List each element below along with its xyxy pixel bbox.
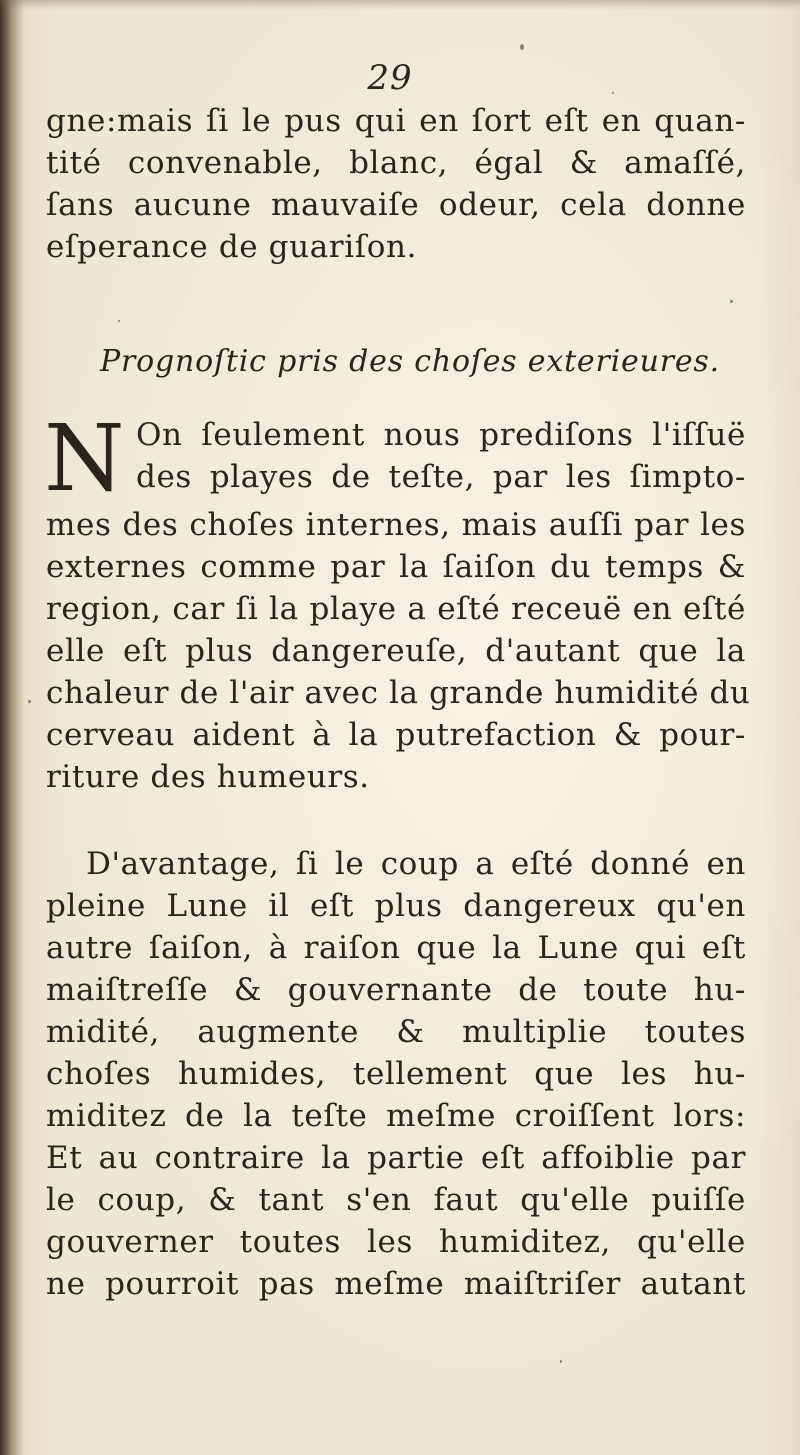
text-line: tité convenable, blanc, égal & amaſſé, <box>46 145 746 181</box>
text-line: externes comme par la ſaiſon du temps & <box>46 549 746 585</box>
text-line: le coup, & tant s'en faut qu'elle puiſſe <box>46 1182 746 1218</box>
section-heading: Prognoſtic pris des choſes exterieures. <box>100 344 720 379</box>
text-line: pleine Lune il eſt plus dangereux qu'en <box>46 888 746 924</box>
text-line: riture des humeurs. <box>46 759 370 795</box>
text-line: ſans aucune mauvaiſe odeur, cela donne <box>46 187 746 223</box>
page-edge-shadow <box>0 0 800 10</box>
text-line: midité, augmente & multiplie toutes <box>46 1014 746 1050</box>
paragraph-1 <box>46 100 746 268</box>
text-line: maiſtreſſe & gouvernante de toute hu- <box>46 972 746 1008</box>
paragraph-2 <box>46 504 751 798</box>
drop-cap: N <box>44 405 125 512</box>
text-line: gouverner toutes les humiditez, qu'elle <box>46 1224 746 1260</box>
text-line: miditez de la teſte meſme croiſſent lors: <box>46 1098 746 1134</box>
text-line: des playes de teſte, par les ſimpto- <box>136 459 746 495</box>
text-line: choſes humides, tellement que les hu- <box>46 1056 746 1092</box>
paragraph-3 <box>46 843 746 1305</box>
text-line: cerveau aident à la putrefaction & pour- <box>46 717 746 753</box>
text-line: elle eſt plus dangereuſe, d'autant que la <box>46 633 746 669</box>
text-line: D'avantage, ſi le coup a eſté donné en <box>86 846 746 882</box>
text-line: ne pourroit pas meſme maiſtriſer autant <box>46 1266 746 1302</box>
text-line: mes des choſes internes, mais auſſi par les <box>46 507 746 543</box>
text-line: chaleur de l'air avec la grande humidité du <box>46 675 751 711</box>
text-line: autre ſaiſon, à raiſon que la Lune qui eſt <box>46 930 746 966</box>
text-line: gne:mais ſi le pus qui en ſort eſt en quan- <box>46 103 746 139</box>
text-line: Et au contraire la partie eſt affoiblie par <box>46 1140 746 1176</box>
page-gutter <box>0 0 24 1455</box>
text-line: On ſeulement nous prediſons l'iſſuë <box>136 417 746 453</box>
text-line: region, car ſi la playe a eſté receuë en eſté <box>46 591 746 627</box>
paragraph-2-opening <box>136 414 746 498</box>
page-number: 29 <box>367 58 413 98</box>
text-line: eſperance de guariſon. <box>46 229 418 265</box>
